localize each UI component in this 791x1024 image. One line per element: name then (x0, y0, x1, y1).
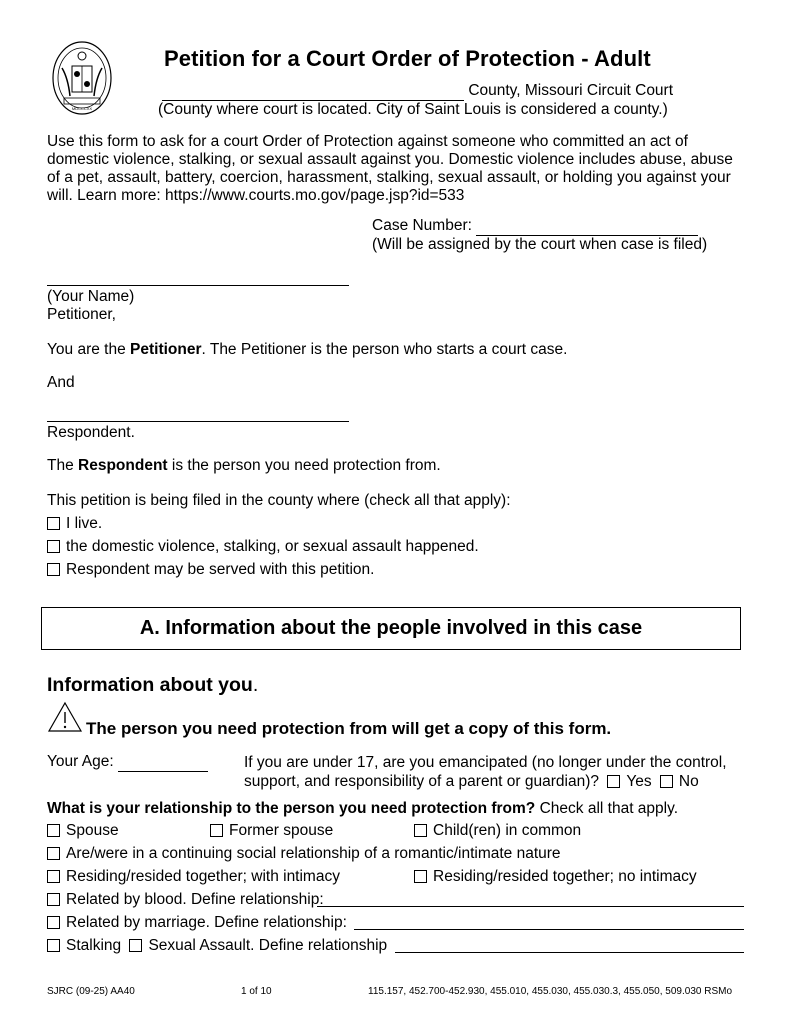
checkbox[interactable] (47, 916, 60, 929)
stalking-relationship-field[interactable] (395, 952, 744, 953)
missouri-seal-logo (50, 38, 114, 118)
age-label: Your Age: (47, 753, 114, 770)
page-title: Petition for a Court Order of Protection - Adult (164, 46, 651, 71)
checkbox[interactable] (414, 870, 427, 883)
footer-page-number: 1 of 10 (241, 986, 272, 997)
petitioner-name-field[interactable] (47, 285, 349, 286)
checkbox[interactable] (47, 563, 60, 576)
county-note: (County where court is located. City of Saint Louis is considered a county.) (158, 101, 668, 118)
county-option-happened[interactable]: the domestic violence, stalking, or sexual assault happened. (47, 538, 479, 556)
county-filing-prompt: This petition is being filed in the county where (check all that apply): (47, 492, 511, 509)
county-line (162, 82, 673, 101)
age-field[interactable] (118, 753, 208, 772)
checkbox[interactable] (210, 824, 223, 837)
your-name-label: (Your Name) (47, 288, 135, 305)
checkbox[interactable] (47, 870, 60, 883)
checkbox[interactable] (47, 847, 60, 860)
section-a-heading: A. Information about the people involved in this case (41, 607, 741, 650)
sexual-assault-checkbox[interactable] (129, 939, 142, 952)
warning-icon (47, 701, 83, 733)
petitioner-description: You are the Petitioner. The Petitioner is the person who starts a court case. (47, 341, 568, 358)
relationship-children[interactable]: Child(ren) in common (414, 822, 581, 840)
blood-relationship-field[interactable] (317, 906, 744, 907)
relationship-question: What is your relationship to the person you need protection from? Check all that apply. (47, 800, 679, 817)
case-number-field[interactable] (476, 217, 698, 236)
relationship-blood[interactable]: Related by blood. Define relationship: (47, 891, 324, 909)
intro-paragraph: Use this form to ask for a court Order of Protection against someone who committed an act of domestic violence, stalking, or sexual assault against you. Domestic violence includes abuse, abuse of a pet, assault, battery, coercion, harassment, stalking, sexual assault, or holding you against your will. Learn more: https://www.courts.mo.gov/page.jsp?id=533 (47, 133, 733, 204)
relationship-marriage[interactable]: Related by marriage. Define relationship: (47, 914, 347, 932)
checkbox[interactable] (47, 517, 60, 530)
svg-text:MDCCCXX: MDCCCXX (71, 106, 93, 111)
info-about-you-heading: Information about you. (47, 674, 259, 696)
county-line-label: County, Missouri Circuit Court (468, 82, 674, 99)
emancipated-yes-checkbox[interactable] (607, 775, 620, 788)
respondent-label: Respondent. (47, 424, 135, 441)
emancipated-question: If you are under 17, are you emancipated (no longer under the control, support, and responsibility of a parent or guardian)? Yes No (244, 754, 727, 790)
relationship-romantic[interactable]: Are/were in a continuing social relationship of a romantic/intimate nature (47, 845, 561, 863)
checkbox[interactable] (414, 824, 427, 837)
case-number-label: Case Number: (372, 217, 472, 234)
age-row (47, 753, 208, 772)
case-number-note: (Will be assigned by the court when case is filed) (372, 236, 708, 253)
checkbox[interactable] (47, 824, 60, 837)
respondent-description: The Respondent is the person you need protection from. (47, 457, 441, 474)
warning-text: The person you need protection from will get a copy of this form. (86, 719, 612, 738)
relationship-stalking-row: Stalking Sexual Assault. Define relationship (47, 937, 387, 955)
relationship-resided-intimacy[interactable]: Residing/resided together; with intimacy (47, 868, 340, 886)
footer-statutes: 115.157, 452.700-452.930, 455.010, 455.030, 455.030.3, 455.050, 509.030 RSMo (368, 986, 733, 997)
county-option-live[interactable]: I live. (47, 515, 102, 533)
petitioner-label: Petitioner, (47, 306, 116, 323)
emancipated-no-checkbox[interactable] (660, 775, 673, 788)
case-number-block (372, 217, 707, 254)
marriage-relationship-field[interactable] (354, 929, 744, 930)
respondent-name-field[interactable] (47, 421, 349, 422)
relationship-spouse[interactable]: Spouse (47, 822, 119, 840)
county-name-field[interactable] (162, 82, 464, 101)
county-option-served[interactable]: Respondent may be served with this petition. (47, 561, 374, 579)
relationship-resided-no-intimacy[interactable]: Residing/resided together; no intimacy (414, 868, 697, 886)
checkbox[interactable] (47, 540, 60, 553)
checkbox[interactable] (47, 893, 60, 906)
and-label: And (47, 374, 75, 391)
stalking-checkbox[interactable] (47, 939, 60, 952)
relationship-former-spouse[interactable]: Former spouse (210, 822, 333, 840)
footer-form-id: SJRC (09-25) AA40 (47, 986, 135, 997)
